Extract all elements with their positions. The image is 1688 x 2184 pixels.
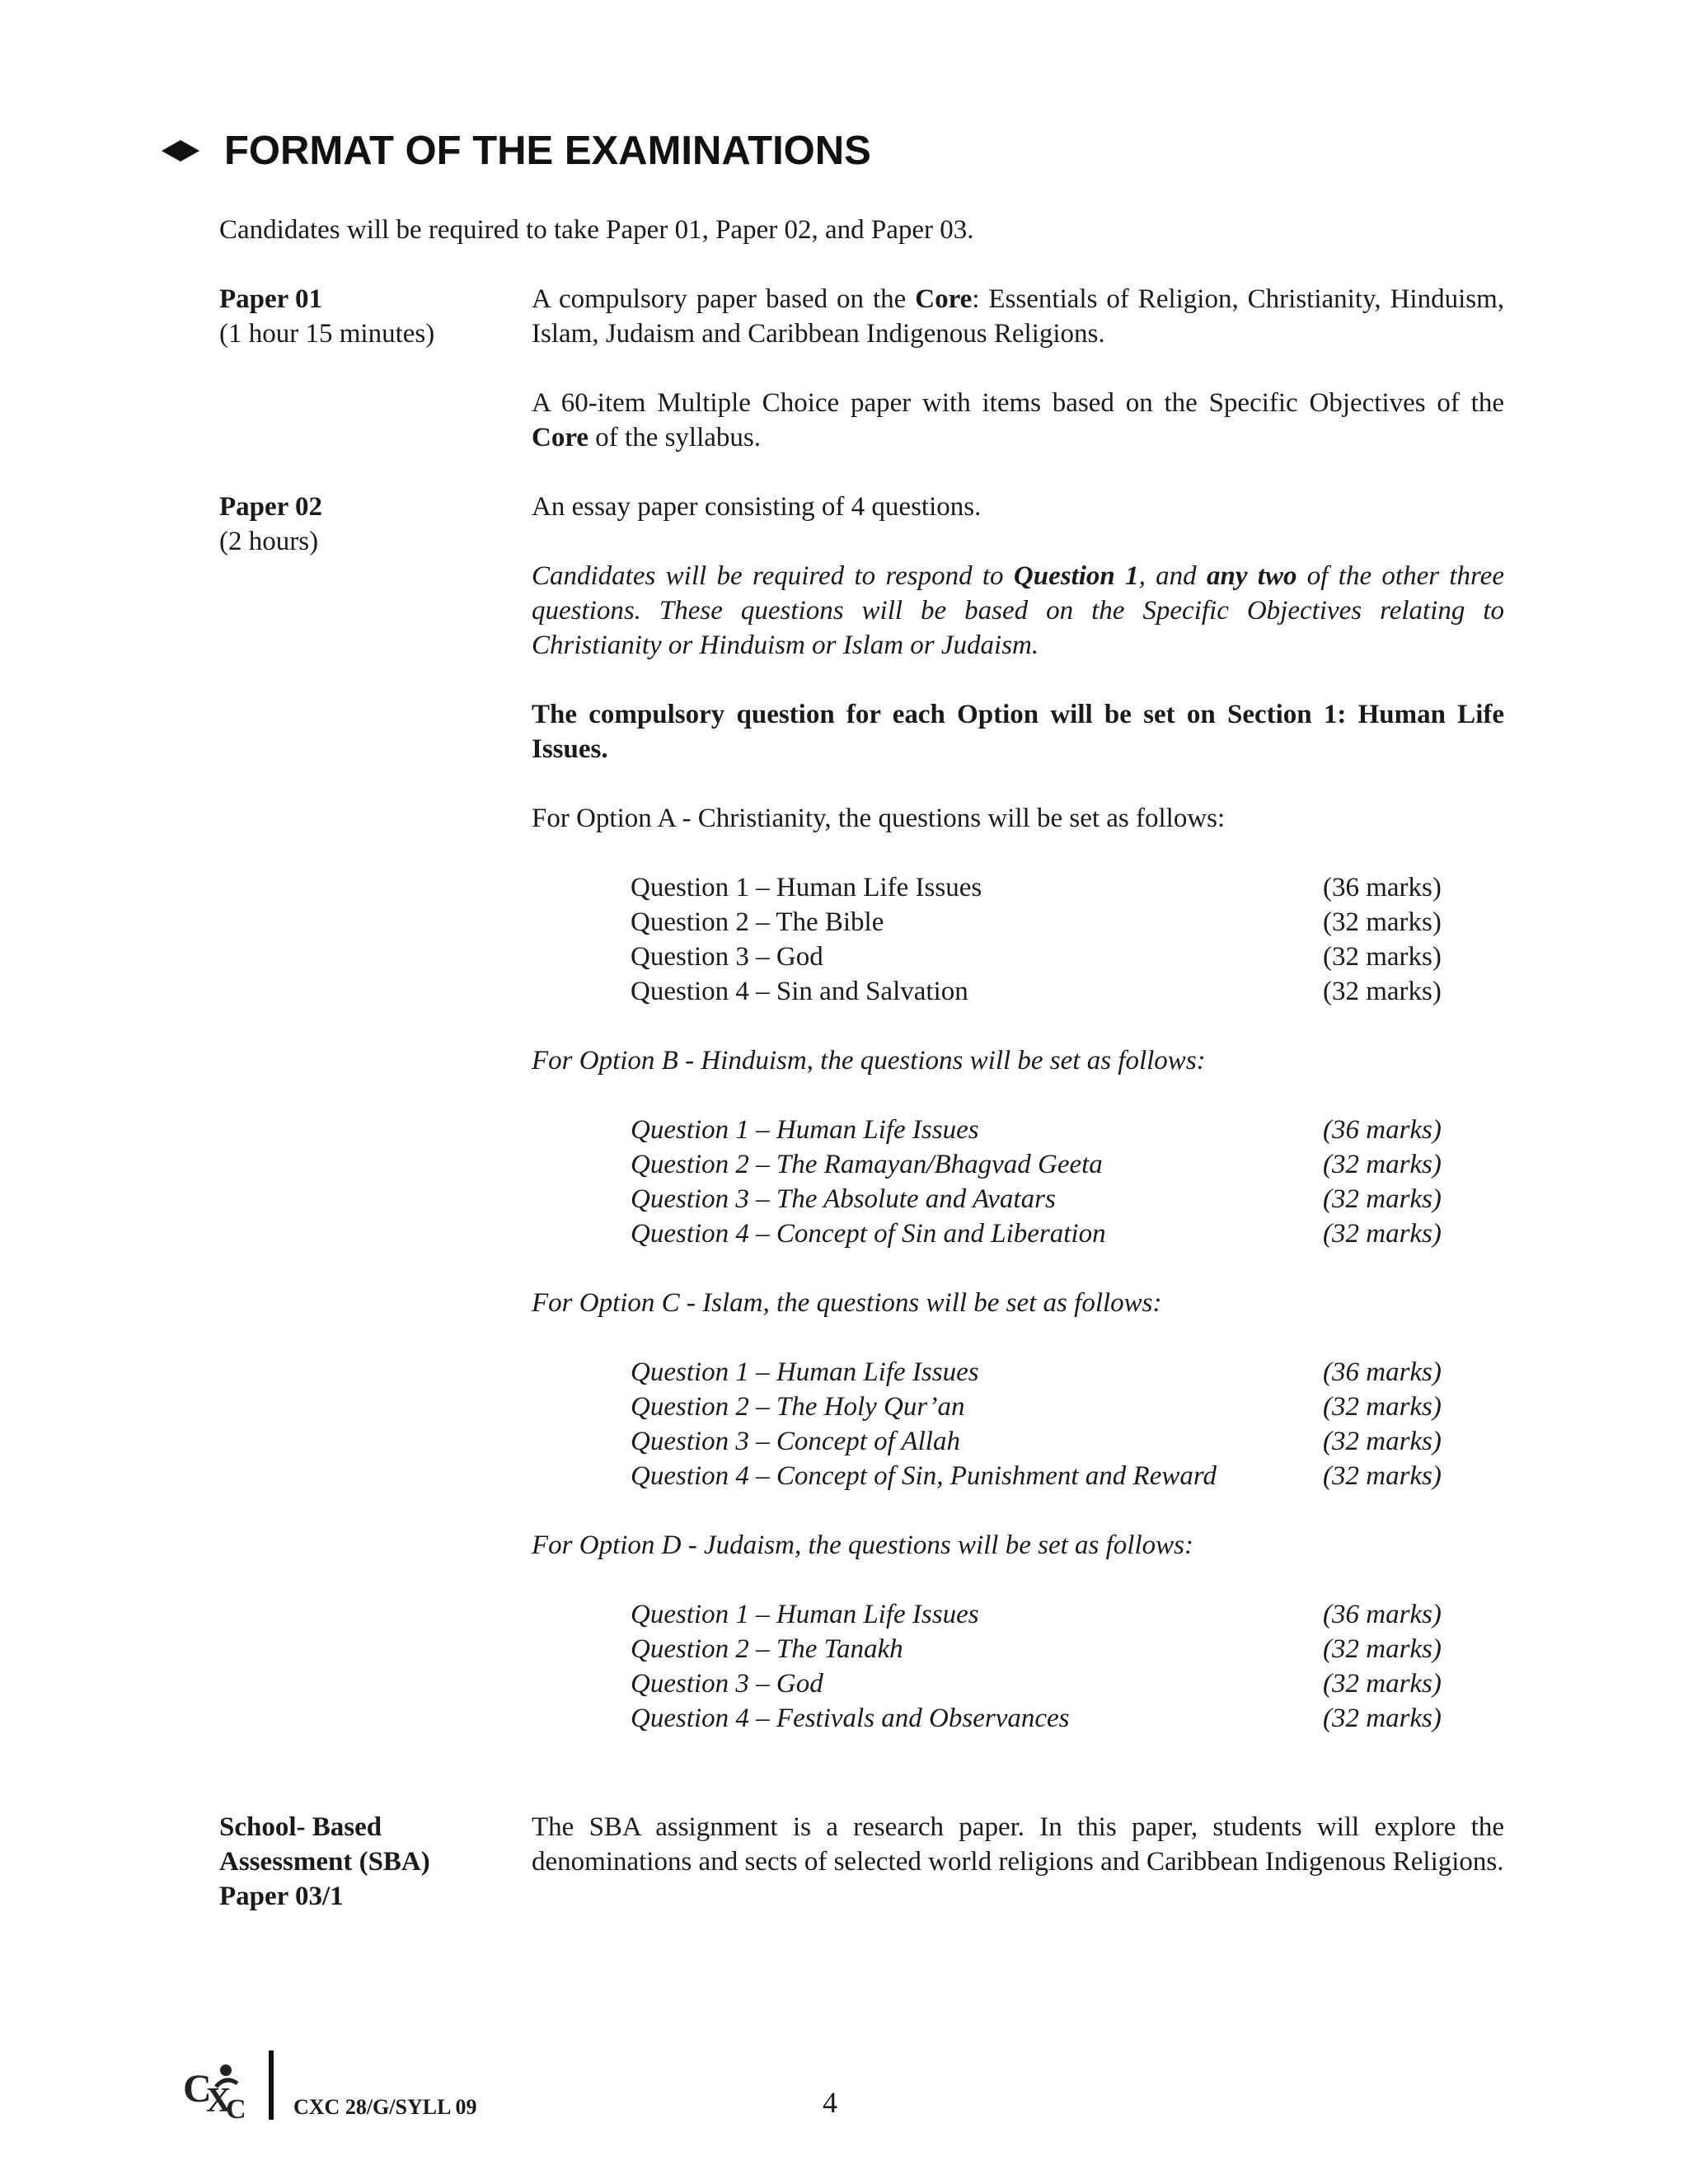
question-marks: (32 marks)	[1323, 977, 1442, 1006]
paper02-label-block	[219, 490, 499, 559]
question-marks: (36 marks)	[1323, 1600, 1442, 1629]
paper02-p2-c: , and	[1138, 561, 1207, 591]
question-marks: (36 marks)	[1323, 1357, 1442, 1387]
list-item	[631, 870, 1455, 905]
paper01-p2-rest: of the syllabus.	[588, 423, 762, 452]
paper02-p2-a: Candidates will be required to respond to	[532, 561, 1014, 591]
question-text: Question 2 – The Holy Qur’an	[631, 1392, 965, 1422]
question-text: Question 1 – Human Life Issues	[631, 1115, 979, 1145]
list-item	[631, 1597, 1455, 1632]
option-b-intro: For Option B - Hinduism, the questions will be set as follows:	[532, 1046, 1206, 1076]
list-item	[631, 1666, 1455, 1701]
sba-label-line2: Assessment (SBA)	[219, 1847, 430, 1877]
list-item	[631, 1459, 1455, 1493]
question-marks: (36 marks)	[1323, 1115, 1442, 1145]
paper02-paragraph-2	[532, 559, 1504, 663]
paper01-duration: (1 hour 15 minutes)	[219, 319, 435, 349]
paper02-duration: (2 hours)	[219, 527, 319, 556]
option-a-questions	[631, 870, 1455, 1009]
question-text: Question 4 – Festivals and Observances	[631, 1704, 1070, 1733]
option-d-questions	[631, 1597, 1455, 1736]
sba-label-block	[219, 1810, 499, 1914]
paper01-paragraph-1	[532, 282, 1504, 351]
question-text: Question 1 – Human Life Issues	[631, 873, 982, 902]
intro-text: Candidates will be required to take Paper 01, Paper 02, and Paper 03.	[219, 215, 974, 245]
paper01-p2-text: A 60-item Multiple Choice paper with items based on the Specific Objectives of the	[532, 388, 1504, 418]
paper01-p2-core: Core	[532, 423, 589, 452]
heading-text: FORMAT OF THE EXAMINATIONS	[224, 129, 871, 173]
list-item	[631, 1216, 1455, 1251]
paper01-description	[532, 282, 1504, 351]
question-text: Question 4 – Concept of Sin, Punishment and Reward	[631, 1461, 1217, 1491]
question-marks: (32 marks)	[1323, 1704, 1442, 1733]
page-number: 4	[823, 2086, 837, 2119]
question-marks: (32 marks)	[1323, 942, 1442, 972]
question-marks: (32 marks)	[1323, 1427, 1442, 1456]
list-item	[631, 1390, 1455, 1424]
list-item	[631, 1424, 1455, 1459]
question-marks: (32 marks)	[1323, 1150, 1442, 1179]
question-text: Question 4 – Sin and Salvation	[631, 977, 968, 1006]
paper01-paragraph-2	[532, 386, 1504, 455]
paper02-paragraph-3: The compulsory question for each Option will be set on Section 1: Human Life Issues.	[532, 700, 1504, 764]
question-text: Question 3 – The Absolute and Avatars	[631, 1184, 1056, 1214]
question-marks: (36 marks)	[1323, 873, 1442, 902]
question-text: Question 2 – The Tanakh	[631, 1634, 903, 1664]
question-text: Question 1 – Human Life Issues	[631, 1357, 979, 1387]
question-text: Question 4 – Concept of Sin and Liberation	[631, 1219, 1106, 1249]
question-marks: (32 marks)	[1323, 1634, 1442, 1664]
syllabus-code: CXC 28/G/SYLL 09	[293, 2095, 477, 2119]
question-text: Question 2 – The Bible	[631, 907, 884, 937]
list-item	[631, 940, 1455, 974]
paper02-p2-e: of the other three questions. These questions will be based on the Specific Objectives relating to Christianity or Hinduism or Islam or Judaism.	[532, 561, 1504, 660]
svg-text:C: C	[226, 2094, 246, 2120]
list-item	[631, 974, 1455, 1009]
question-marks: (32 marks)	[1323, 907, 1442, 937]
option-d-intro: For Option D - Judaism, the questions will be set as follows:	[532, 1530, 1193, 1560]
question-text: Question 3 – Concept of Allah	[631, 1427, 960, 1456]
question-marks: (32 marks)	[1323, 1669, 1442, 1699]
list-item	[631, 1632, 1455, 1666]
diamond-bullet-icon	[162, 140, 199, 162]
option-a-intro: For Option A - Christianity, the questions will be set as follows:	[532, 804, 1226, 833]
list-item	[631, 1147, 1455, 1182]
paper01-p1-text: A compulsory paper based on the	[532, 284, 916, 314]
list-item	[631, 1355, 1455, 1390]
question-marks: (32 marks)	[1323, 1461, 1442, 1491]
list-item	[631, 1113, 1455, 1147]
list-item	[631, 1182, 1455, 1216]
paper02-p2-anytwo: any two	[1206, 561, 1297, 591]
svg-text:X: X	[206, 2082, 232, 2120]
list-item	[631, 905, 1455, 940]
paper01-label: Paper 01	[219, 284, 322, 314]
question-marks: (32 marks)	[1323, 1184, 1442, 1214]
question-text: Question 1 – Human Life Issues	[631, 1600, 979, 1629]
question-text: Question 2 – The Ramayan/Bhagvad Geeta	[631, 1150, 1103, 1179]
option-b-questions	[631, 1113, 1455, 1251]
list-item	[631, 1701, 1455, 1736]
svg-text:C: C	[183, 2067, 212, 2111]
sba-label-line3: Paper 03/1	[219, 1882, 344, 1911]
paper01-p1-core: Core	[915, 284, 973, 314]
sba-description: The SBA assignment is a research paper. In this paper, students will explore the denominations and sects of selected world religions and Caribbean Indigenous Religions.	[532, 1812, 1504, 1877]
cxc-logo-icon	[183, 2050, 274, 2120]
question-text: Question 3 – God	[631, 942, 823, 972]
paper02-p2-question1: Question 1	[1013, 561, 1139, 591]
option-c-intro: For Option C - Islam, the questions will be set as follows:	[532, 1288, 1162, 1318]
question-marks: (32 marks)	[1323, 1392, 1442, 1422]
question-text: Question 3 – God	[631, 1669, 823, 1699]
section-heading	[162, 128, 871, 174]
paper02-label: Paper 02	[219, 492, 322, 522]
paper02-paragraph-1: An essay paper consisting of 4 questions.	[532, 492, 982, 522]
paper01-description-2	[532, 386, 1504, 455]
sba-label-line1: School- Based	[219, 1812, 382, 1842]
option-c-questions	[631, 1355, 1455, 1493]
paper01-label-block	[219, 282, 499, 351]
paper01-p1-rest: : Essentials of Religion, Christianity, Hinduism, Islam, Judaism and Caribbean Indigenous Religions.	[532, 284, 1504, 349]
question-marks: (32 marks)	[1323, 1219, 1442, 1249]
